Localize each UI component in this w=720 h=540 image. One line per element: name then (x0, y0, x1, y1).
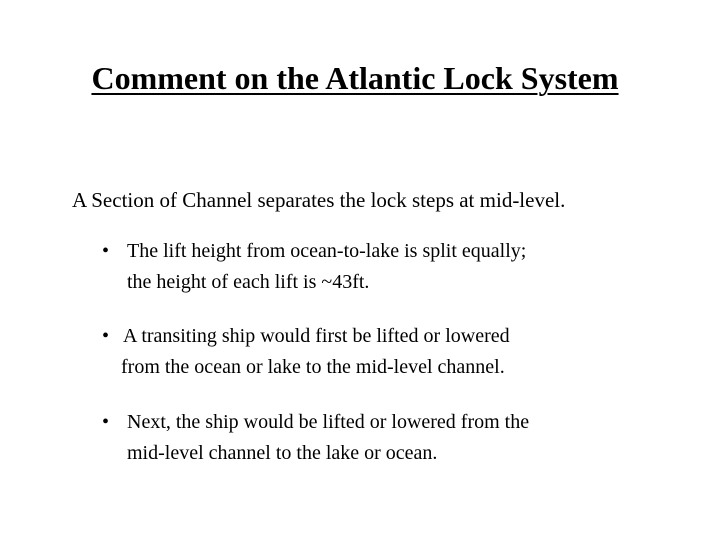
bullet-item-1 (102, 236, 526, 298)
bullet-3-line-2: mid-level channel to the lake or ocean. (127, 442, 438, 464)
bullet-item-3 (102, 407, 529, 469)
bullet-1-line-2: the height of each lift is ~43ft. (127, 271, 370, 293)
bullet-1-line-1: The lift height from ocean-to-lake is split equally; (127, 240, 527, 262)
bullet-point-icon: • (102, 325, 110, 347)
slide-title: Comment on the Atlantic Lock System (91, 60, 619, 96)
bullet-3-line-1: Next, the ship would be lifted or lowered from the (127, 411, 530, 433)
bullet-2-line-2: from the ocean or lake to the mid-level channel. (121, 356, 505, 378)
intro-text: A Section of Channel separates the lock steps at mid-level. (72, 188, 566, 212)
bullet-point-icon: • (102, 240, 110, 262)
bullet-2-line-1: A transiting ship would first be lifted or lowered (123, 325, 510, 347)
bullet-item-2 (102, 321, 510, 383)
bullet-point-icon: • (102, 411, 110, 433)
